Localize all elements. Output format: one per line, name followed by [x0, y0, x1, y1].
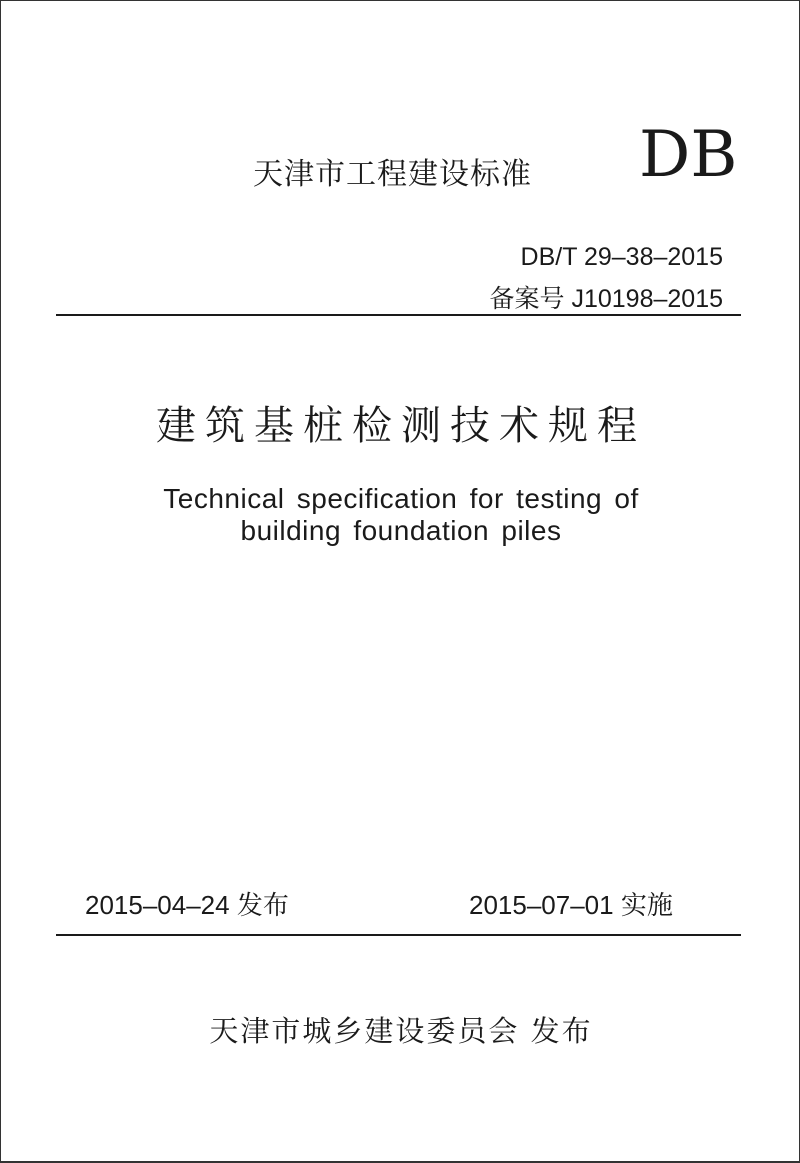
record-number: 备案号 J10198–2015 — [489, 285, 723, 313]
top-divider — [56, 314, 741, 316]
implementation-date: 2015–07–01 实施 — [469, 890, 673, 920]
bottom-divider — [56, 934, 741, 936]
standard-category: 天津市工程建设标准 — [253, 157, 532, 192]
db-mark: DB — [639, 118, 738, 192]
title-chinese: 建筑基桩检测技术规程 — [156, 403, 646, 449]
standard-number: DB/T 29–38–2015 — [520, 243, 723, 271]
title-english-line-1: Technical specification for testing of — [163, 483, 639, 514]
issue-date: 2015–04–24 发布 — [85, 890, 289, 920]
title-english-line-2: building foundation piles — [240, 515, 562, 546]
title-english — [1, 483, 800, 547]
publisher: 天津市城乡建设委员会 发布 — [209, 1014, 593, 1048]
